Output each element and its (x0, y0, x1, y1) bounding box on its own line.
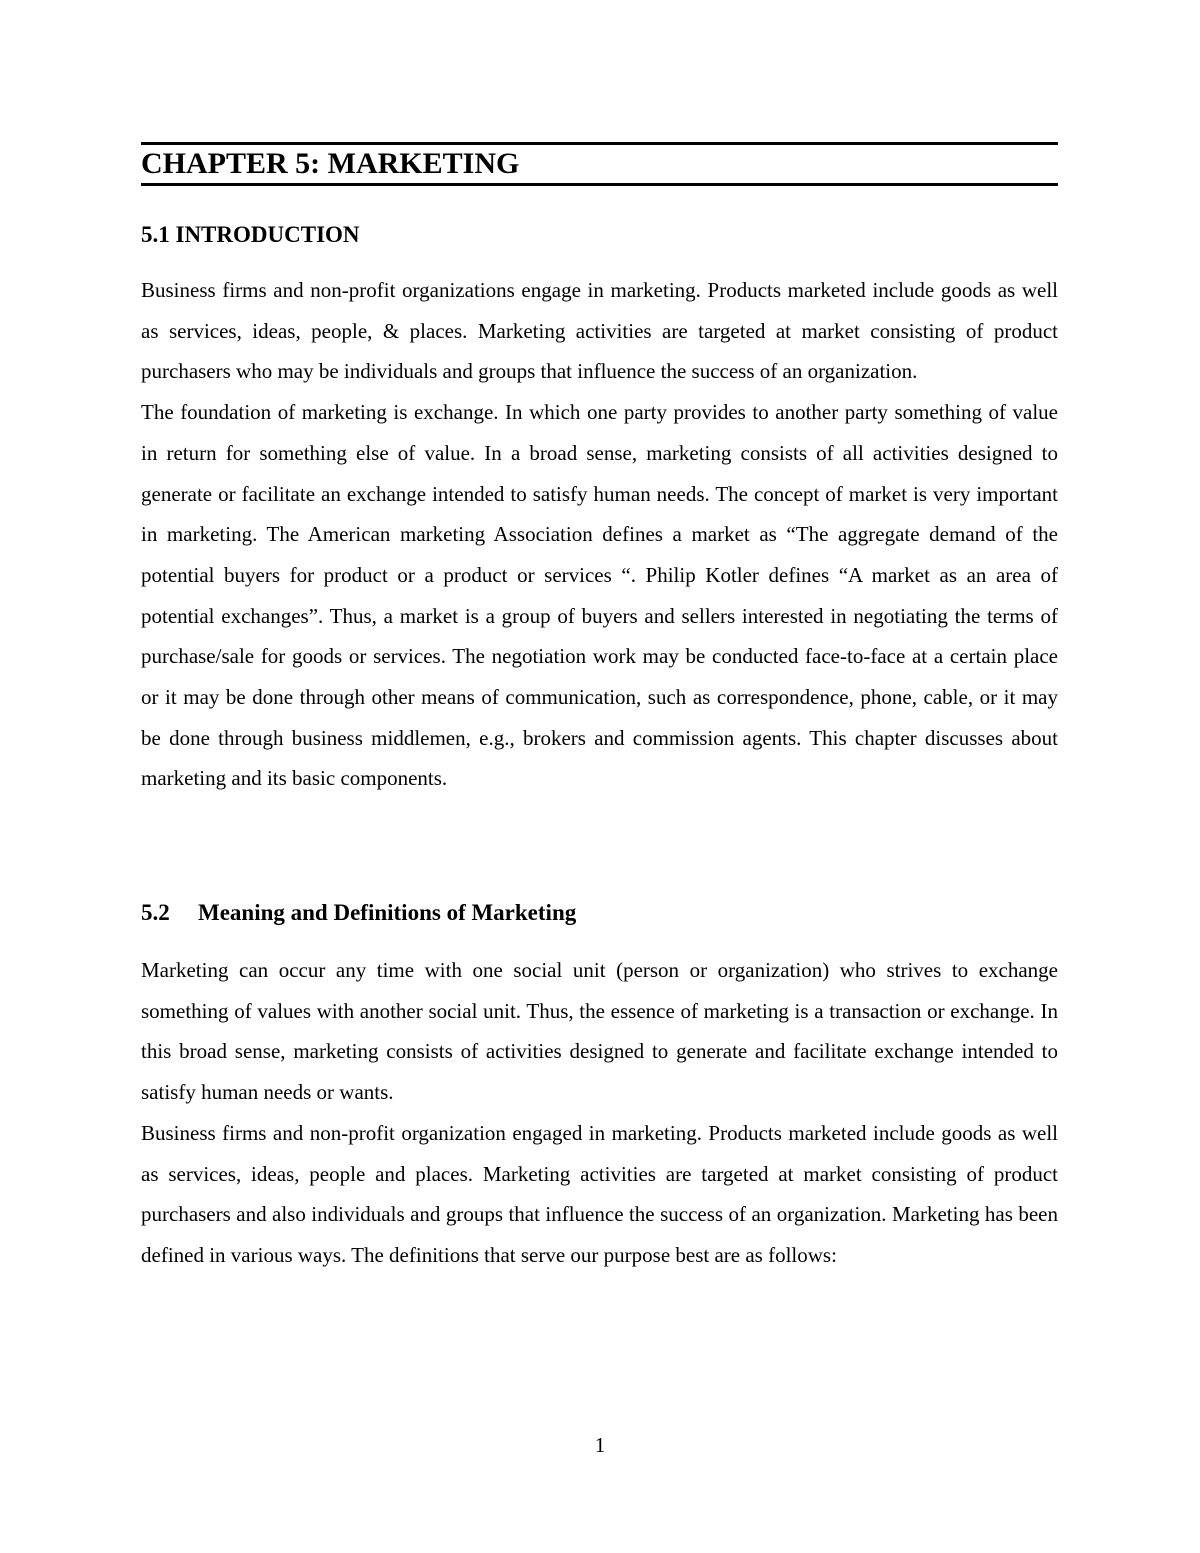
section-title: Meaning and Definitions of Marketing (198, 900, 577, 925)
paragraph: Business firms and non-profit organizations engage in marketing. Products marketed include goods as well as services, ideas, people, & places. Marketing activities are targeted at market consisting of product purchasers who may be individuals and groups that influence the success of an organization. (141, 278, 1058, 384)
section-body-introduction (141, 270, 1058, 799)
title-bottom-rule (141, 183, 1058, 186)
section-heading-meaning-and-definitions (141, 898, 576, 928)
paragraph: Business firms and non-profit organization engaged in marketing. Products marketed include goods as well as services, ideas, people and places. Marketing activities are targeted at market consisting of product purchasers and also individuals and groups that influence the success of an organization. Marketing has been defined in various ways. The definitions that serve our purpose best are as follows: (141, 1120, 1058, 1267)
section-number: 5.2 (141, 900, 170, 925)
page-number: 1 (594, 1433, 606, 1457)
section-body-meaning-and-definitions (141, 950, 1058, 1276)
paragraph: The foundation of marketing is exchange. In which one party provides to another party something of value in return for something else of value. In a broad sense, marketing consists of all activities designed to generate or facilitate an exchange intended to satisfy human needs. The concept of market is very important in marketing. The American marketing Association defines a market as “The aggregate demand of the potential buyers for product or a product or services “. Philip Kotler defines “A market as an area of potential exchanges”. Thus, a market is a group of buyers and sellers interested in negotiating the terms of purchase/sale for goods or services. The negotiation work may be conducted face-to-face at a certain place or it may be done through other means of communication, such as correspondence, phone, cable, or it may be done through business middlemen, e.g., brokers and commission agents. This chapter discusses about marketing and its basic components. (141, 400, 1058, 791)
title-top-rule (141, 142, 1058, 145)
section-title: INTRODUCTION (175, 222, 360, 247)
section-number: 5.1 (141, 222, 170, 247)
chapter-title: CHAPTER 5: MARKETING (141, 147, 520, 180)
section-heading-introduction (141, 220, 360, 250)
paragraph: Marketing can occur any time with one social unit (person or organization) who strives to exchange something of values with another social unit. Thus, the essence of marketing is a transaction or exchange. In this broad sense, marketing consists of activities designed to generate and facilitate exchange intended to satisfy human needs or wants. (141, 958, 1058, 1105)
